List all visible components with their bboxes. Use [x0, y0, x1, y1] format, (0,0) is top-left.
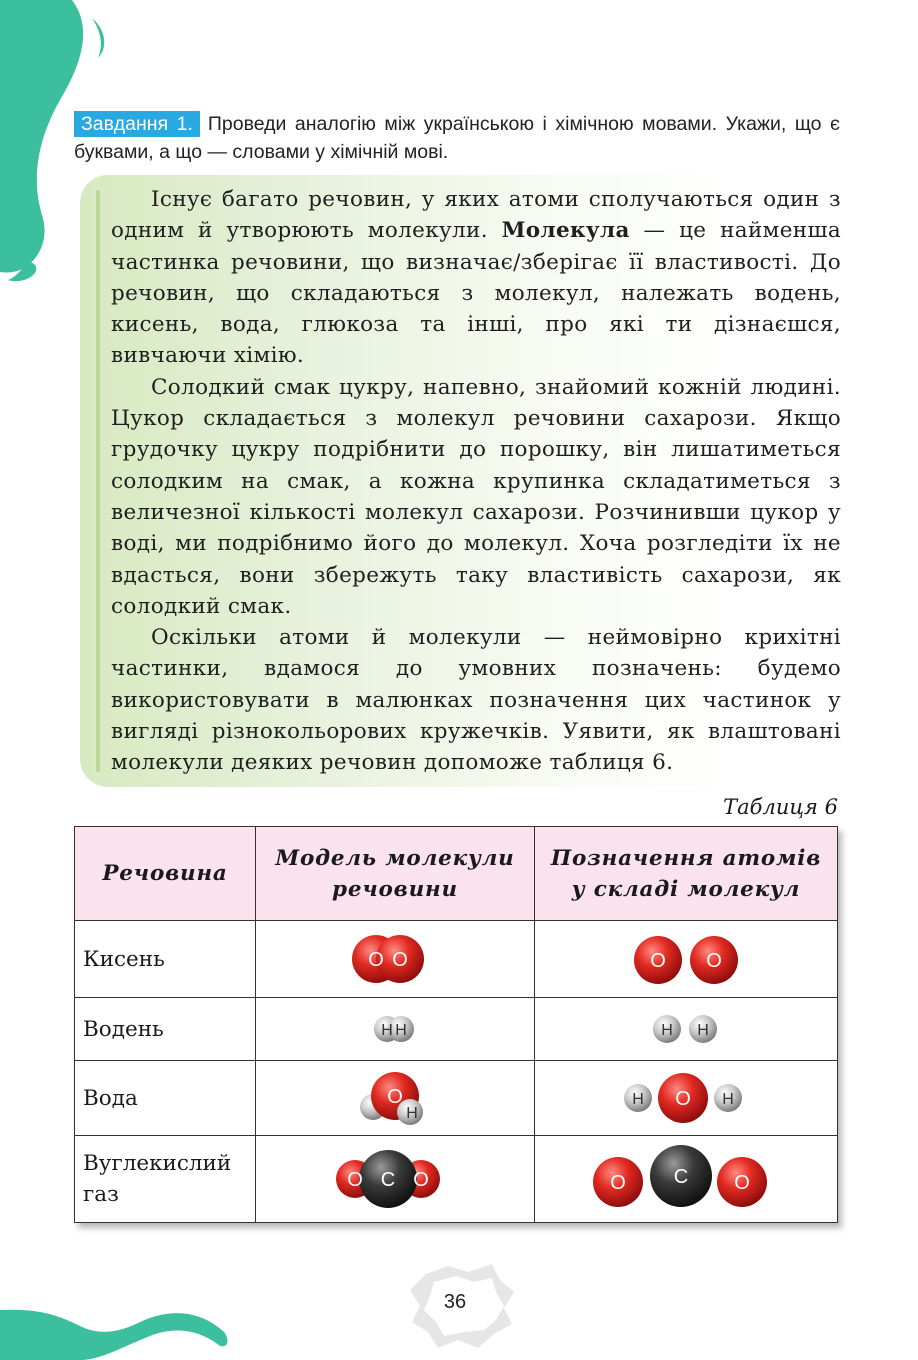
table-header-row: [75, 827, 838, 921]
atom-label: C: [673, 1166, 689, 1188]
header-model: Модель молекули речовини: [256, 827, 535, 921]
atom-label: O: [413, 1169, 429, 1191]
notation-cell: [535, 998, 838, 1061]
atom-label: O: [706, 950, 722, 972]
task-text: Проведи аналогію між українською і хімічною мовами. Укажи, що є буквами, а що — словами у хімічній мові.: [74, 113, 840, 163]
atom-label: C: [380, 1169, 396, 1191]
carbon-dioxide-molecule-model: [335, 1144, 455, 1214]
paragraph: [111, 622, 841, 778]
header-notation: Позначення атомів у складі молекул: [535, 827, 838, 921]
water-atoms-notation: [621, 1068, 751, 1128]
paragraph-text: Існує багато речовин, у яких атоми сполучаються один з одним й утворюють молекули.: [111, 187, 841, 244]
atom-label: O: [392, 949, 408, 971]
task-label: Завдання 1.: [74, 111, 200, 137]
carbon-dioxide-atoms-notation: [591, 1144, 781, 1214]
notation-cell: [535, 1061, 838, 1136]
hydrogen-atoms-notation: [646, 1009, 726, 1049]
atom-label: O: [650, 950, 666, 972]
model-cell: [256, 1136, 535, 1223]
atom-label: H: [406, 1105, 418, 1122]
molecule-table: [74, 826, 838, 1223]
paragraph-text: Оскільки атоми й молекули — неймовірно крихітні частинки, вдамося до умовних позначень: будемо використовувати в малюнках позначення цих частинок у вигляді різнокольорових кружечків. Уявити, як влаштовані молекули деяких речовин допоможе таблиця 6.: [111, 625, 841, 776]
model-cell: [256, 1061, 535, 1136]
atom-label: O: [347, 1169, 363, 1191]
atom-label: O: [387, 1086, 403, 1108]
model-cell: [256, 998, 535, 1061]
atom-label: H: [722, 1091, 734, 1108]
atom-label: O: [675, 1088, 691, 1110]
notation-cell: [535, 1136, 838, 1223]
notation-cell: [535, 921, 838, 998]
table-row: [75, 1061, 838, 1136]
oxygen-atoms-notation: [626, 929, 746, 989]
atom-label: H: [661, 1022, 673, 1039]
table-row: [75, 1136, 838, 1223]
task-block: [74, 110, 840, 166]
water-molecule-model: [355, 1067, 435, 1129]
main-text: [111, 184, 841, 779]
atom-label: H: [632, 1091, 644, 1108]
atom-label: O: [610, 1172, 626, 1194]
paragraph-text: Солодкий смак цукру, напевно, знайомий кожній людині. Цукор складається з молекул речовини сахарози. Якщо грудочку цукру подрібнити до порошку, він лишатиметься солодким на смак, а кожна крупинка складатиметься з величезної кількості молекул сахарози. Розчинивши цукор у воді, ми подрібнимо його до молекул. Хоча розгледіти їх не вдасться, вони збережуть таку властивість сахарози, як солодкий смак.: [111, 374, 841, 619]
oxygen-molecule-model: [345, 929, 445, 989]
substance-name: Водень: [75, 998, 256, 1061]
atom-label: O: [368, 949, 384, 971]
paragraph-text: — це найменша частинка речовини, що визначає/зберігає її властивості. До речовин, що складаються з молекул, належать водень, кисень, вода, глюкоза та інші, про які ти дізнаєшся, вивчаючи хімію.: [111, 218, 841, 369]
atom-label: O: [734, 1172, 750, 1194]
page-number: 36: [443, 1291, 467, 1313]
header-substance: Речовина: [75, 827, 256, 921]
atom-label: H: [395, 1022, 407, 1039]
substance-name: Вода: [75, 1061, 256, 1136]
term-molecule: Молекула: [501, 218, 630, 244]
paragraph: [111, 372, 841, 622]
atom-label: H: [381, 1022, 393, 1039]
substance-name: Кисень: [75, 921, 256, 998]
table-row: [75, 998, 838, 1061]
decorative-teal-wave: [0, 1270, 240, 1360]
model-cell: [256, 921, 535, 998]
table-row: [75, 921, 838, 998]
atom-label: H: [697, 1022, 709, 1039]
text-box-accent-bar: [96, 190, 100, 772]
hydrogen-molecule-model: [365, 1009, 425, 1049]
table-caption: Таблиця 6: [723, 795, 838, 819]
substance-name: Вуглекислий газ: [75, 1136, 256, 1223]
paragraph: [111, 184, 841, 372]
